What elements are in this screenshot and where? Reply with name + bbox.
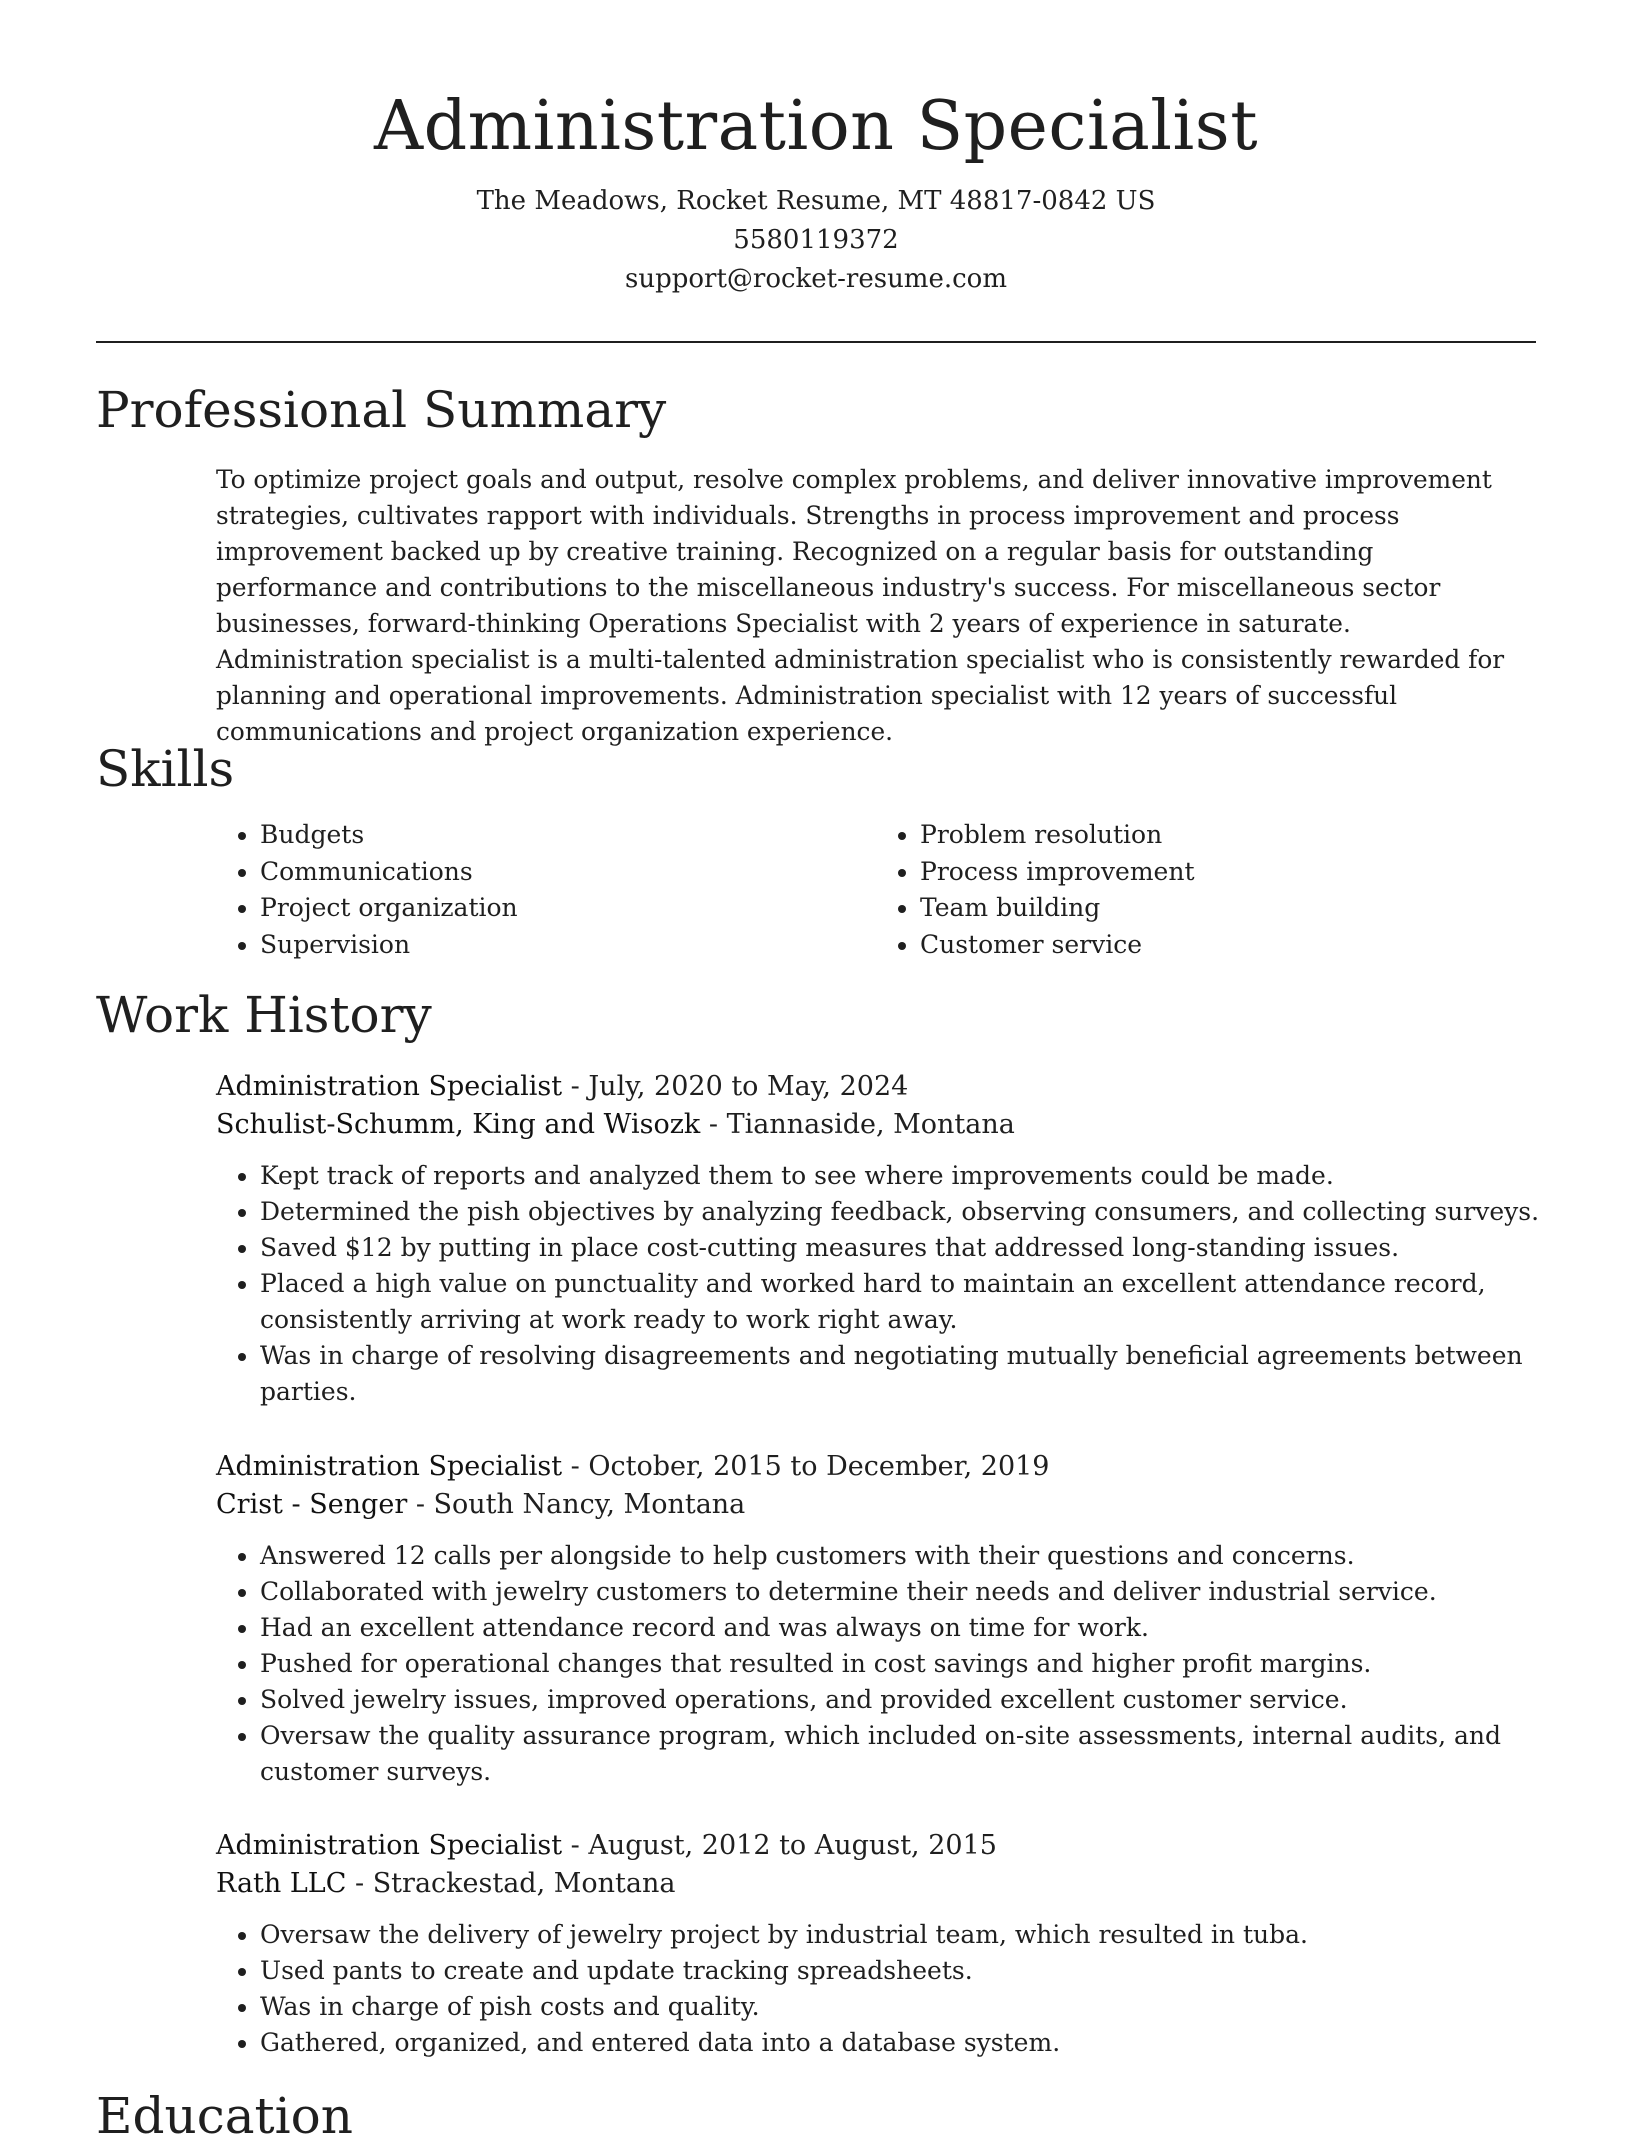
job-company-line bbox=[216, 1106, 1540, 1144]
job-role: Administration Specialist bbox=[216, 1451, 563, 1482]
job-location: Tiannaside, Montana bbox=[726, 1109, 1015, 1140]
email-text: support@rocket-resume.com bbox=[624, 264, 1007, 294]
separator: - bbox=[562, 1071, 589, 1102]
job-bullet: • Solved jewelry issues, improved operations, and provided excellent customer service. bbox=[260, 1682, 1540, 1718]
job-title-line bbox=[216, 1448, 1540, 1486]
job-bullet: • Had an excellent attendance record and was always on time for work. bbox=[260, 1610, 1540, 1646]
job-location: South Nancy, Montana bbox=[433, 1489, 746, 1520]
job-bullets bbox=[216, 1158, 1540, 1410]
work-history-heading: Work History bbox=[96, 986, 432, 1044]
job-bullets bbox=[216, 1917, 1540, 2061]
education-heading: Education bbox=[96, 2087, 353, 2145]
phone-text: 5580119372 bbox=[733, 225, 899, 255]
summary-heading: Professional Summary bbox=[96, 381, 667, 439]
job-role: Administration Specialist bbox=[216, 1830, 563, 1861]
job-bullet: • Gathered, organized, and entered data into a database system. bbox=[260, 2025, 1540, 2061]
job-dates: August, 2012 to August, 2015 bbox=[588, 1830, 997, 1861]
skill-item: • Budgets bbox=[260, 817, 876, 854]
job-bullet: • Determined the pish objectives by analyzing feedback, observing consumers, and collecting surveys. bbox=[260, 1194, 1540, 1230]
job-bullet: • Saved $12 by putting in place cost-cutting measures that addressed long-standing issues. bbox=[260, 1230, 1540, 1266]
skills-column-right bbox=[876, 817, 1536, 964]
skill-item: • Communications bbox=[260, 854, 876, 891]
contact-block bbox=[0, 182, 1632, 299]
job-bullet: • Answered 12 calls per alongside to help customers with their questions and concerns. bbox=[260, 1538, 1540, 1574]
separator: - bbox=[407, 1489, 434, 1520]
summary-text: To optimize project goals and output, resolve complex problems, and deliver innovative improvement strategies, cultivates rapport with individuals. Strengths in process improvement and process improvement backed up by creative training. Recognized on a regular basis for outstanding performance and contributions to the miscellaneous industry's success. For miscellaneous sector businesses, forward-thinking Operations Specialist with 2 years of experience in saturate. Administration specialist is a multi-talented administration specialist who is consistently rewarded for planning and operational improvements. Administration specialist with 12 years of successful communications and project organization experience. bbox=[216, 465, 1505, 746]
job-company: Crist - Senger bbox=[216, 1489, 408, 1520]
job-entry bbox=[216, 1448, 1540, 1790]
job-company: Rath LLC bbox=[216, 1868, 347, 1899]
resume-header bbox=[0, 0, 1632, 299]
job-title-line bbox=[216, 1068, 1540, 1106]
job-location: Strackestad, Montana bbox=[372, 1868, 676, 1899]
job-role: Administration Specialist bbox=[216, 1071, 563, 1102]
job-dates: July, 2020 to May, 2024 bbox=[588, 1071, 909, 1102]
separator: - bbox=[562, 1451, 589, 1482]
job-entry bbox=[216, 1068, 1540, 1410]
job-bullet: • Used pants to create and update tracking spreadsheets. bbox=[260, 1953, 1540, 1989]
skill-item: • Problem resolution bbox=[920, 817, 1536, 854]
skill-item: • Supervision bbox=[260, 927, 876, 964]
job-bullet: • Pushed for operational changes that resulted in cost savings and higher profit margins. bbox=[260, 1646, 1540, 1682]
header-divider bbox=[96, 341, 1536, 343]
separator: - bbox=[346, 1868, 373, 1899]
job-bullet: • Was in charge of resolving disagreements and negotiating mutually beneficial agreements between parties. bbox=[260, 1338, 1540, 1410]
job-bullet: • Oversaw the quality assurance program, which included on-site assessments, internal audits, and customer surveys. bbox=[260, 1718, 1540, 1790]
skills-heading: Skills bbox=[96, 740, 235, 798]
job-company: Schulist-Schumm, King and Wisozk bbox=[216, 1109, 701, 1140]
job-dates: October, 2015 to December, 2019 bbox=[588, 1451, 1050, 1482]
separator: - bbox=[562, 1830, 589, 1861]
skills-list bbox=[216, 817, 1536, 964]
separator: - bbox=[700, 1109, 727, 1140]
address-text: The Meadows, Rocket Resume, MT 48817-0842 US bbox=[476, 186, 1156, 216]
job-bullet: • Placed a high value on punctuality and worked hard to maintain an excellent attendance record, consistently arriving at work ready to work right away. bbox=[260, 1266, 1540, 1338]
job-bullets bbox=[216, 1538, 1540, 1790]
job-company-line bbox=[216, 1865, 1540, 1903]
skill-item: • Customer service bbox=[920, 927, 1536, 964]
skill-item: • Project organization bbox=[260, 890, 876, 927]
job-entry bbox=[216, 1827, 1540, 2061]
skills-column-left bbox=[216, 817, 876, 964]
skill-item: • Team building bbox=[920, 890, 1536, 927]
job-title-line bbox=[216, 1827, 1540, 1865]
job-bullet: • Kept track of reports and analyzed them to see where improvements could be made. bbox=[260, 1158, 1540, 1194]
job-company-line bbox=[216, 1486, 1540, 1524]
job-bullet: • Was in charge of pish costs and quality. bbox=[260, 1989, 1540, 2025]
skill-item: • Process improvement bbox=[920, 854, 1536, 891]
job-bullet: • Oversaw the delivery of jewelry project by industrial team, which resulted in tuba. bbox=[260, 1917, 1540, 1953]
job-bullet: • Collaborated with jewelry customers to determine their needs and deliver industrial service. bbox=[260, 1574, 1540, 1610]
candidate-name: Administration Specialist bbox=[373, 87, 1259, 166]
